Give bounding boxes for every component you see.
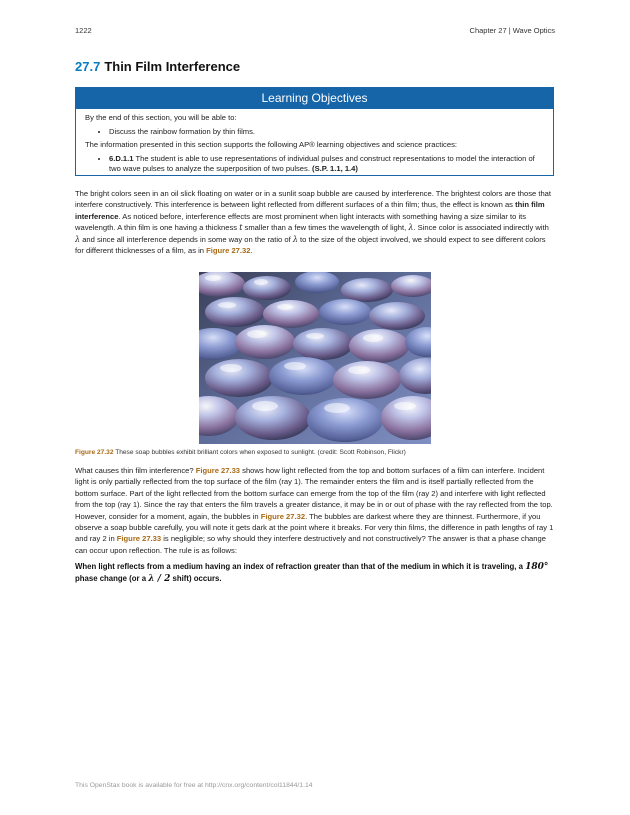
rule-text: phase change (or a [75, 574, 149, 583]
lo-intro: By the end of this section, you will be able to: [85, 113, 237, 122]
para1-text: . As noticed before, interference effects are most prominent when light interacts with something having a size similar to its wavelength. A thin film is one having a thickness [75, 211, 527, 233]
learning-objectives-body [76, 109, 553, 175]
para1-text: . [250, 246, 253, 256]
lambda-symbol: λ [75, 234, 81, 244]
figure-caption [75, 449, 406, 456]
figure-link[interactable]: Figure 27.32 [206, 246, 251, 256]
section-number: 27.7 [75, 59, 101, 74]
figure-link[interactable]: Figure 27.32 [260, 511, 306, 521]
figure-link[interactable]: Figure 27.33 [116, 534, 162, 544]
soap-bubbles-photo [199, 272, 431, 444]
ap-practices: (S.P. 1.1, 1.4) [312, 164, 358, 173]
paragraph-cause [75, 465, 555, 556]
footer-note: This OpenStax book is available for free at http://cnx.org/content/col11844/1.14 [75, 782, 313, 789]
lo-item: • Discuss the rainbow formation by thin films. [109, 127, 544, 138]
rule-text: When light reflects from a medium having an index of refraction greater than that of the medium in which it is traveling, a [75, 562, 526, 571]
ap-code: 6.D.1.1 [109, 153, 134, 163]
para2-text: is negligible; so why should they interfere destructively and not constructively? The answer is that a phase change can occur upon reflection. The rule is as follows: [75, 534, 546, 555]
para1-text: to the size of the object involved, we should expect to see different colors for different thicknesses of a film, as in [75, 234, 546, 256]
para1-text: and since all interference depends in some way on the ratio of [80, 234, 293, 244]
phase-change-rule [75, 561, 555, 585]
lo-list [85, 127, 544, 138]
figure-label: Figure 27.32 [75, 449, 114, 456]
para2-text: . The bubbles are darkest where they are thinnest. Furthermore, if you observe a soap bubble carefully, you will note it gets dark at the point where it breaks. For very thin films, the difference in path lengths of ray 1 and ray 2 in [75, 511, 554, 544]
para1-text: The bright colors seen in an oil slick floating on water or in a sunlit soap bubble are caused by interference. The brightest colors are those that interfere constructively. This interference is between light reflected from different surfaces of a thin film; thus, the effect is known as [75, 189, 552, 210]
paragraph-intro [75, 188, 555, 256]
thickness-symbol: t [239, 223, 243, 233]
section-title [75, 59, 240, 74]
para1-text: . Since color is associated indirectly with [413, 223, 549, 233]
figure-link[interactable]: Figure 27.33 [195, 466, 241, 475]
rule-text: shift) occurs. [170, 574, 222, 583]
section-title-text: Thin Film Interference [104, 59, 241, 74]
page-number: 1222 [75, 26, 92, 35]
ap-text: The student is able to use representations of individual pulses and construct representations to model the interaction of two wave pulses to analyze the superposition of two pulses. [109, 153, 535, 173]
ap-list [85, 154, 544, 175]
ap-intro: The information presented in this section supports the following AP® learning objectives and science practices: [85, 140, 457, 149]
lambda-symbol: λ [292, 234, 298, 244]
chapter-header: Chapter 27 | Wave Optics [469, 26, 555, 35]
para2-text: What causes thin film interference? [75, 466, 196, 475]
ap-item [109, 154, 544, 175]
learning-objectives-heading: Learning Objectives [76, 88, 553, 109]
para1-text: smaller than a few times the wavelength of light, [242, 223, 409, 233]
learning-objectives-box [75, 87, 554, 176]
figure-caption-text: These soap bubbles exhibit brilliant colors when exposed to sunlight. (credit: Scott Robinson, Flickr) [113, 449, 406, 456]
lambda-symbol: λ [408, 223, 414, 233]
angle-value: 180° [525, 562, 549, 572]
half-wavelength: λ / 2 [148, 574, 171, 584]
term-thin-film: thin film interference [75, 200, 545, 221]
para2-text: shows how light reflected from the top and bottom surfaces of a film can interfere. Incident light is only partially reflected from the top surface of the film (ray 1). The remainder enters the film and is itself partially reflected from the bottom surface. Part of the light reflected from the bottom surface can emerge from the top of the film (ray 2) and interfere with light reflected from the top (ray 1). Since the ray that enters the film travels a greater distance, it may be in or out of phase with the ray reflected from the top. However, consider for a moment, again, the bubbles in [75, 466, 553, 521]
